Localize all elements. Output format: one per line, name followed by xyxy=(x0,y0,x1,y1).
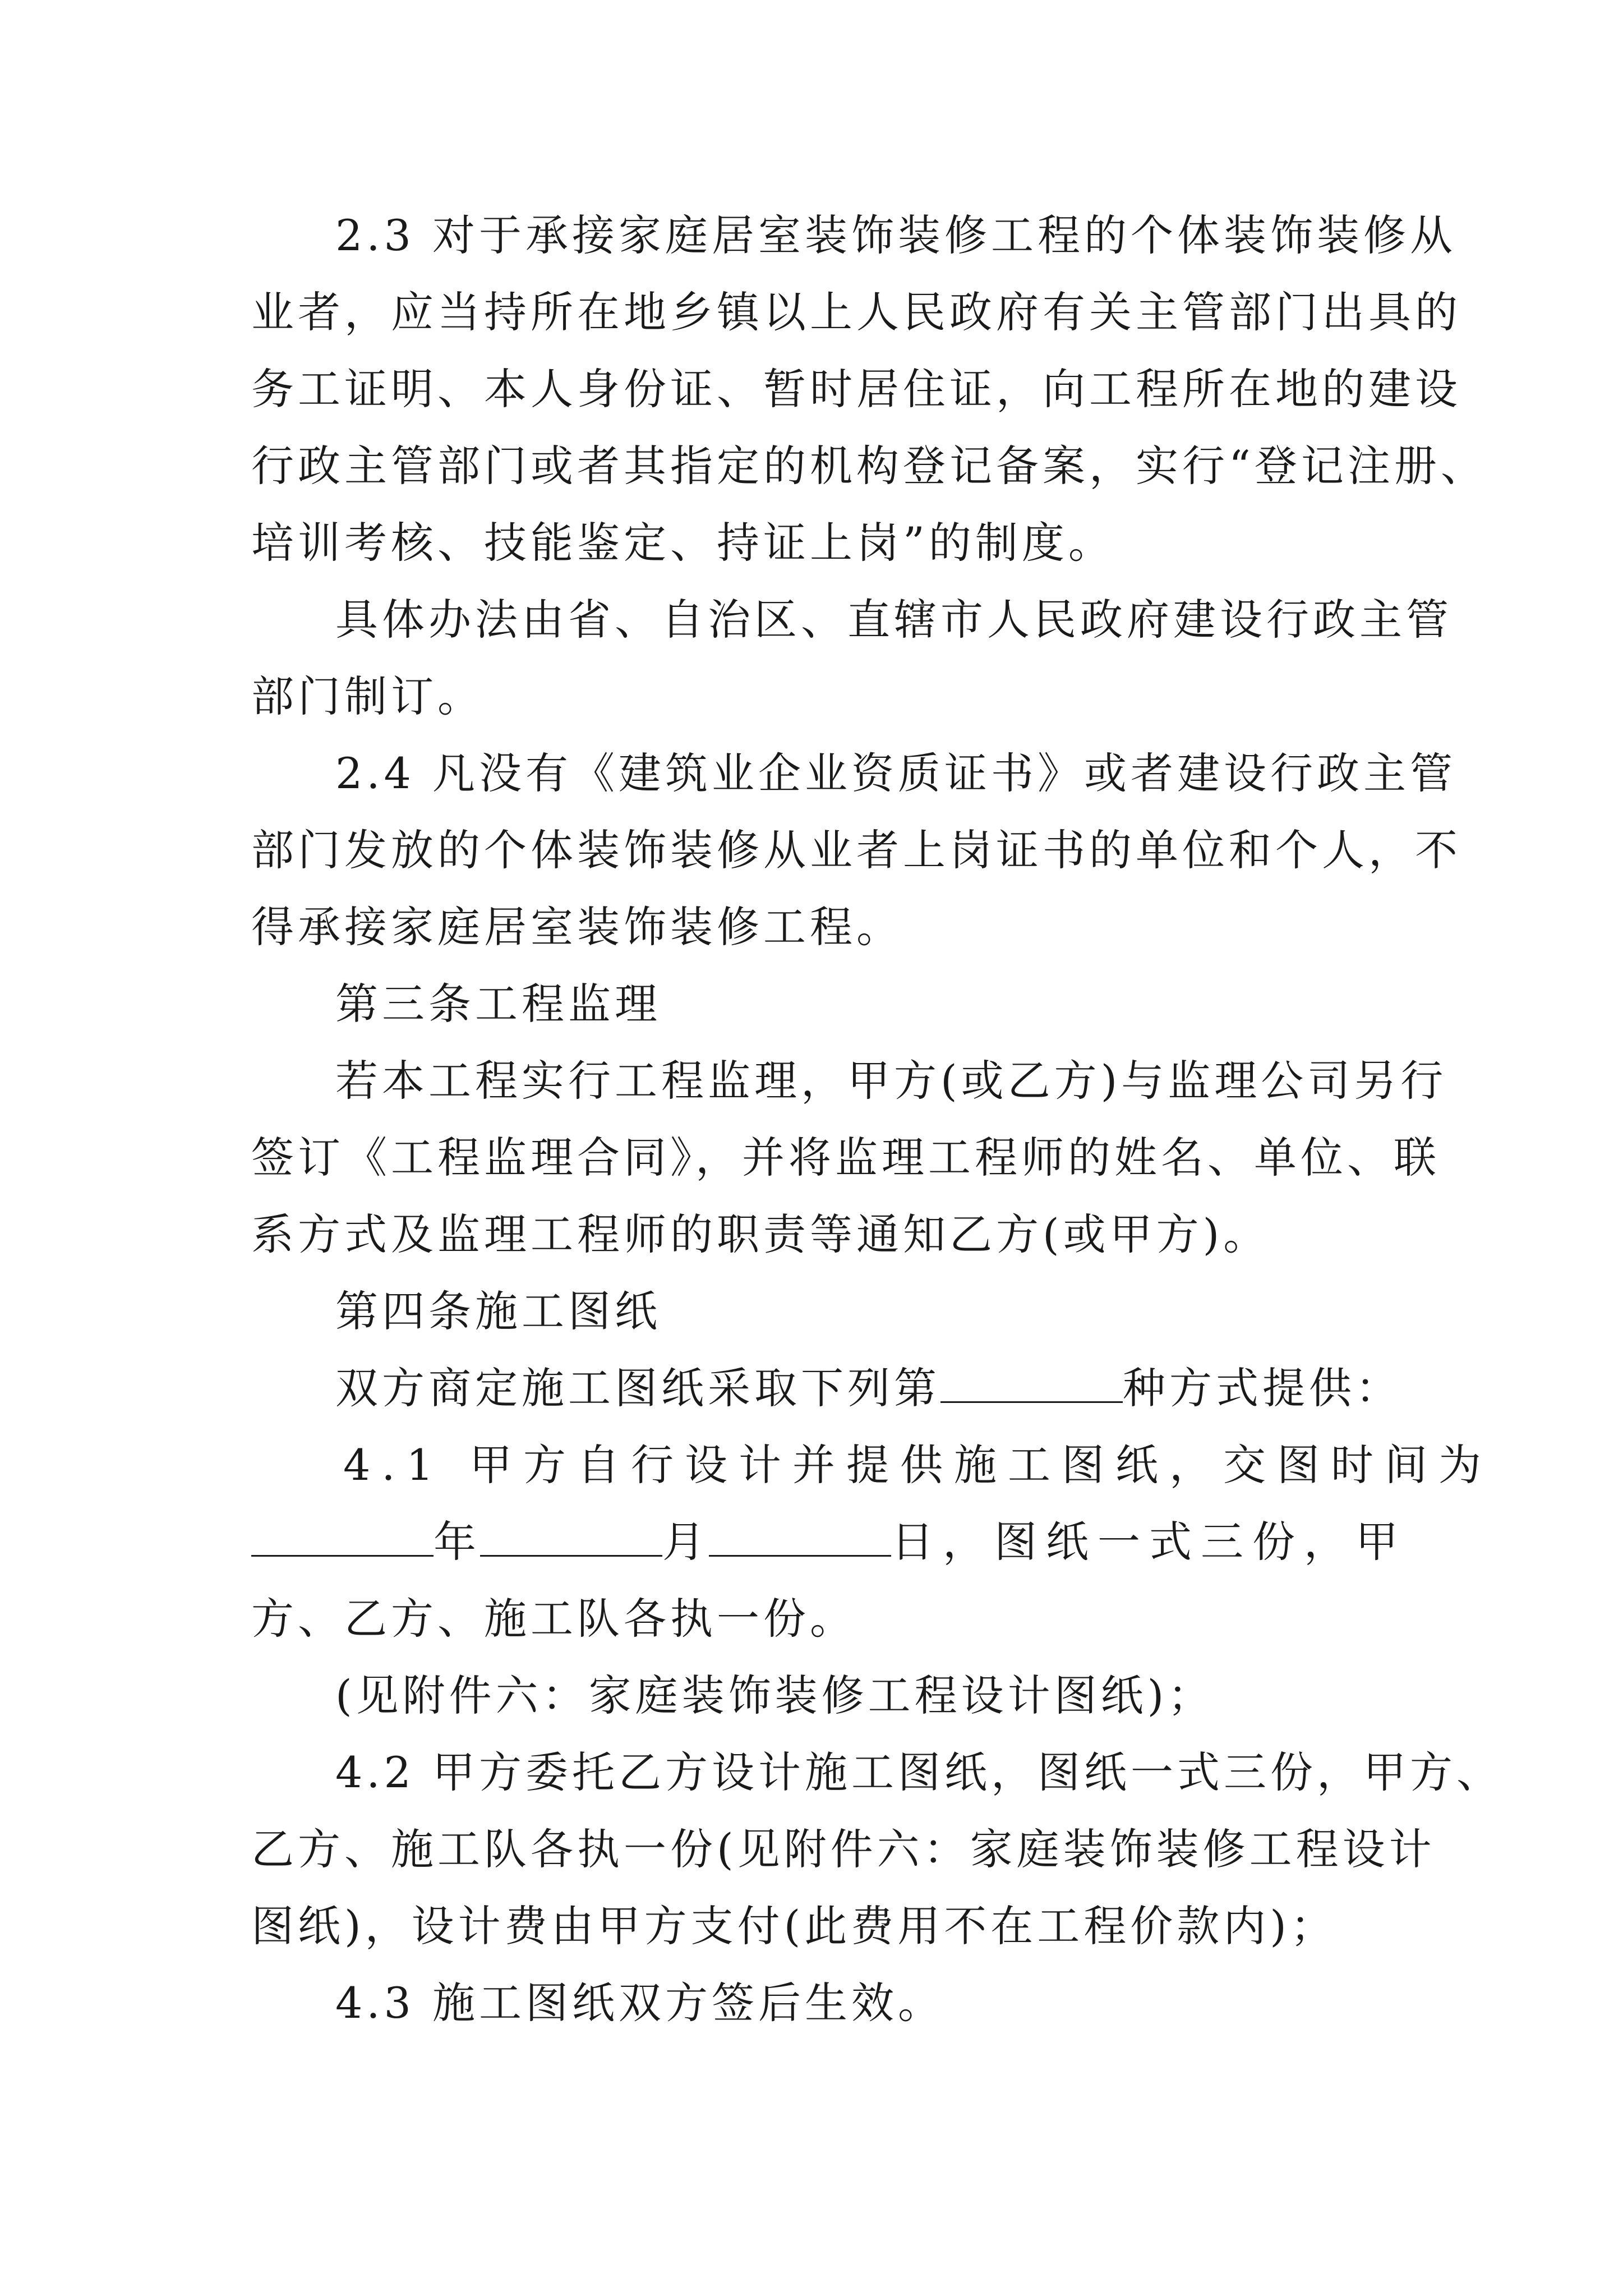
para-2-3-line-4: 行政主管部门或者其指定的机构登记备案，实行“登记注册、 xyxy=(251,441,1487,491)
day-blank xyxy=(709,1520,891,1557)
para-4-2-line-3: 图纸)，设计费由甲方支付(此费用不在工程价款内)； xyxy=(251,1901,1337,1951)
method-text-before: 双方商定施工图纸采取下列第 xyxy=(335,1363,940,1413)
article-4-heading: 第四条施工图纸 xyxy=(335,1286,661,1336)
para-2-4-line-1: 2.4 凡没有《建筑业企业资质证书》或者建设行政主管 xyxy=(335,748,1457,798)
para-4-1-line-1: 4.1 甲方自行设计并提供施工图纸，交图时间为 xyxy=(343,1440,1493,1490)
para-4-1-line-4: (见附件六：家庭装饰装修工程设计图纸)； xyxy=(335,1671,1215,1720)
para-2-4-line-2: 部门发放的个体装饰装修从业者上岗证书的单位和个人，不 xyxy=(251,825,1461,875)
para-supervision-line-1: 若本工程实行工程监理，甲方(或乙方)与监理公司另行 xyxy=(335,1056,1447,1106)
month-blank xyxy=(480,1520,662,1557)
para-4-2-line-2: 乙方、施工队各执一份(见附件六：家庭装饰装修工程设计 xyxy=(251,1824,1436,1874)
year-label: 年 xyxy=(434,1517,480,1567)
article-3-heading: 第三条工程监理 xyxy=(335,979,661,1029)
para-2-3-line-2: 业者，应当持所在地乡镇以上人民政府有关主管部门出具的 xyxy=(251,287,1461,337)
method-text-after: 种方式提供： xyxy=(1123,1363,1402,1413)
para-4-1-line-3: 方、乙方、施工队各执一份。 xyxy=(251,1594,856,1644)
para-4-2-line-1: 4.2 甲方委托乙方设计施工图纸，图纸一式三份，甲方、 xyxy=(335,1747,1504,1797)
para-specific-line-1: 具体办法由省、自治区、直辖市人民政府建设行政主管 xyxy=(335,595,1453,645)
para-specific-line-2: 部门制订。 xyxy=(251,671,484,721)
para-2-4-line-3: 得承接家庭居室装饰装修工程。 xyxy=(251,902,903,952)
year-blank xyxy=(251,1520,434,1557)
day-label: 日，图纸一式三份，甲 xyxy=(891,1517,1407,1567)
para-2-3-line-5: 培训考核、技能鉴定、持证上岗”的制度。 xyxy=(251,518,1115,568)
para-4-1-line-2 xyxy=(251,1517,1407,1567)
para-method-line xyxy=(335,1363,1402,1414)
para-supervision-line-3: 系方式及监理工程师的职责等通知乙方(或甲方)。 xyxy=(251,1209,1270,1259)
para-2-3-line-1: 2.3 对于承接家庭居室装饰装修工程的个体装饰装修从 xyxy=(335,210,1457,260)
para-4-3-line-1: 4.3 施工图纸双方签后生效。 xyxy=(335,1978,945,2028)
para-2-3-line-3: 务工证明、本人身份证、暂时居住证，向工程所在地的建设 xyxy=(251,364,1461,414)
month-label: 月 xyxy=(662,1517,709,1567)
para-supervision-line-2: 签订《工程监理合同》，并将监理工程师的姓名、单位、联 xyxy=(251,1133,1440,1182)
method-blank xyxy=(940,1366,1123,1403)
